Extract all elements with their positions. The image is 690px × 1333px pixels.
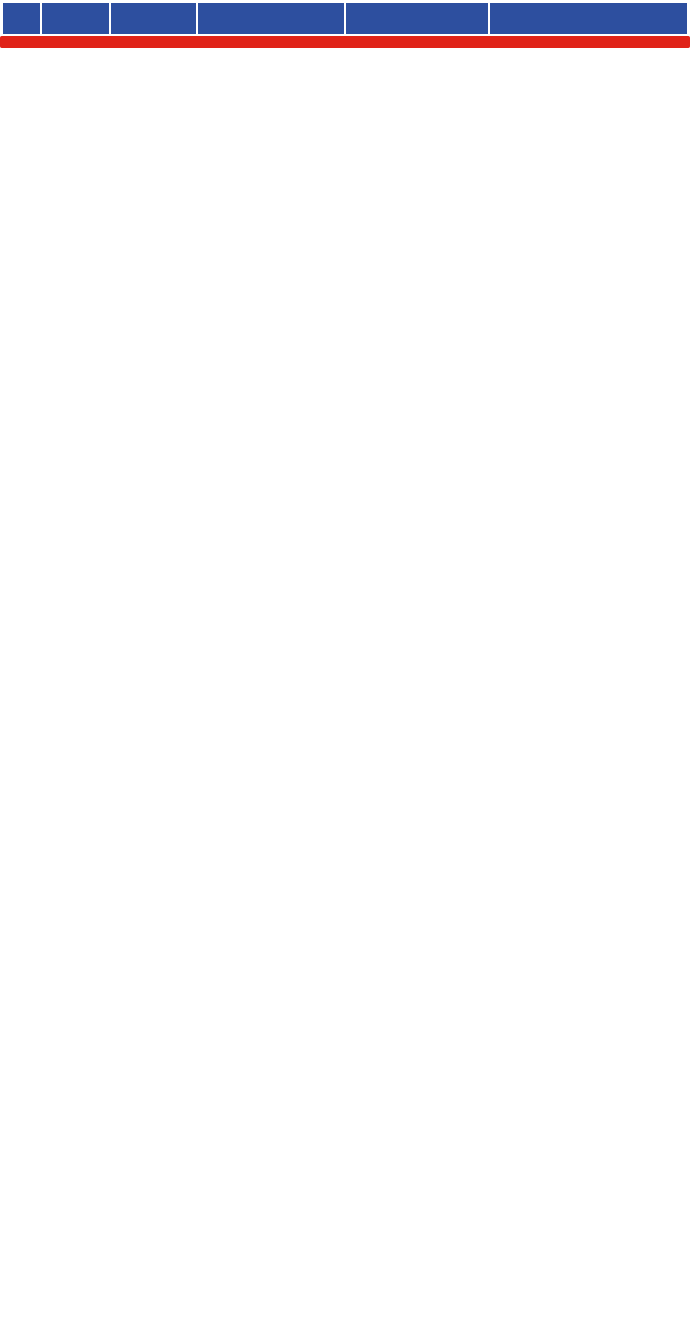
column-header-condition <box>198 3 344 34</box>
column-header-region <box>42 3 109 34</box>
column-header-days <box>346 3 488 34</box>
nursing-leave-table <box>0 0 690 44</box>
table-header-row <box>3 3 687 34</box>
column-header-benefit <box>490 3 687 34</box>
column-header-target <box>111 3 196 34</box>
highlight-box <box>0 36 690 48</box>
column-header-no <box>3 3 40 34</box>
